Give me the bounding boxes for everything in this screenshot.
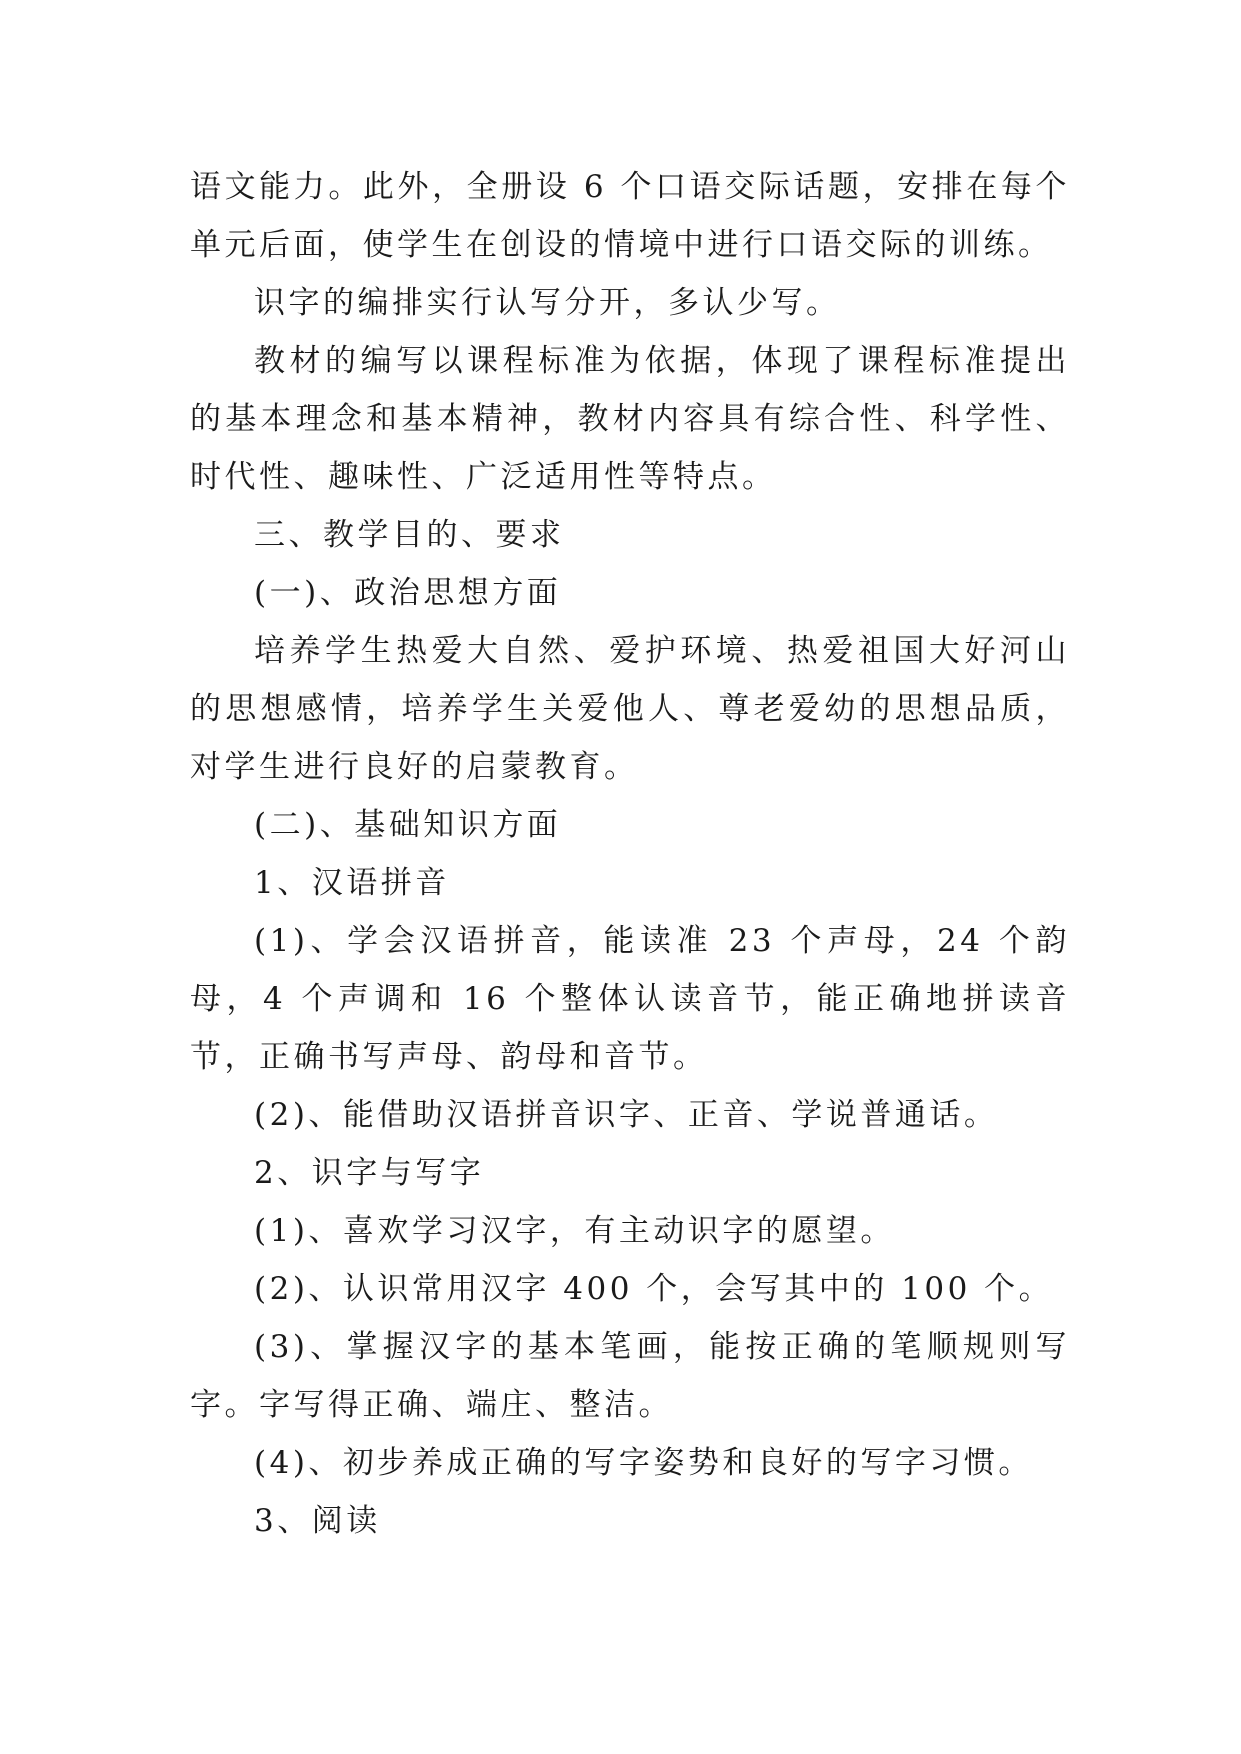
paragraph: 教材的编写以课程标准为依据，体现了课程标准提出的基本理念和基本精神，教材内容具有综合性、科学性、时代性、趣味性、广泛适用性等特点。	[190, 343, 1070, 495]
item-heading: 1、汉语拼音	[254, 865, 450, 901]
section-heading: 三、教学目的、要求	[254, 517, 565, 553]
subsection-heading: (一)、政治思想方面	[254, 575, 562, 611]
item-heading: 2、识字与写字	[254, 1155, 485, 1191]
paragraph: 语文能力。此外，全册设 6 个口语交际话题，安排在每个单元后面，使学生在创设的情境中进行口语交际的训练。	[190, 169, 1070, 263]
list-item: (3)、掌握汉字的基本笔画，能按正确的笔顺规则写字。字写得正确、端庄、整洁。	[190, 1329, 1070, 1423]
item-heading: 3、阅读	[254, 1503, 381, 1539]
list-item: (1)、学会汉语拼音，能读准 23 个声母，24 个韵母，4 个声调和 16 个整体认读音节，能正确地拼读音节，正确书写声母、韵母和音节。	[190, 923, 1070, 1075]
paragraph: 培养学生热爱大自然、爱护环境、热爱祖国大好河山的思想感情，培养学生关爱他人、尊老爱幼的思想品质，对学生进行良好的启蒙教育。	[190, 633, 1070, 785]
document-body	[190, 158, 1070, 1550]
list-item: (4)、初步养成正确的写字姿势和良好的写字习惯。	[254, 1445, 1033, 1481]
paragraph: 识字的编排实行认写分开，多认少写。	[254, 285, 841, 321]
list-item: (1)、喜欢学习汉字，有主动识字的愿望。	[254, 1213, 895, 1249]
list-item: (2)、能借助汉语拼音识字、正音、学说普通话。	[254, 1097, 999, 1133]
list-item: (2)、认识常用汉字 400 个，会写其中的 100 个。	[254, 1271, 1054, 1307]
subsection-heading: (二)、基础知识方面	[254, 807, 562, 843]
